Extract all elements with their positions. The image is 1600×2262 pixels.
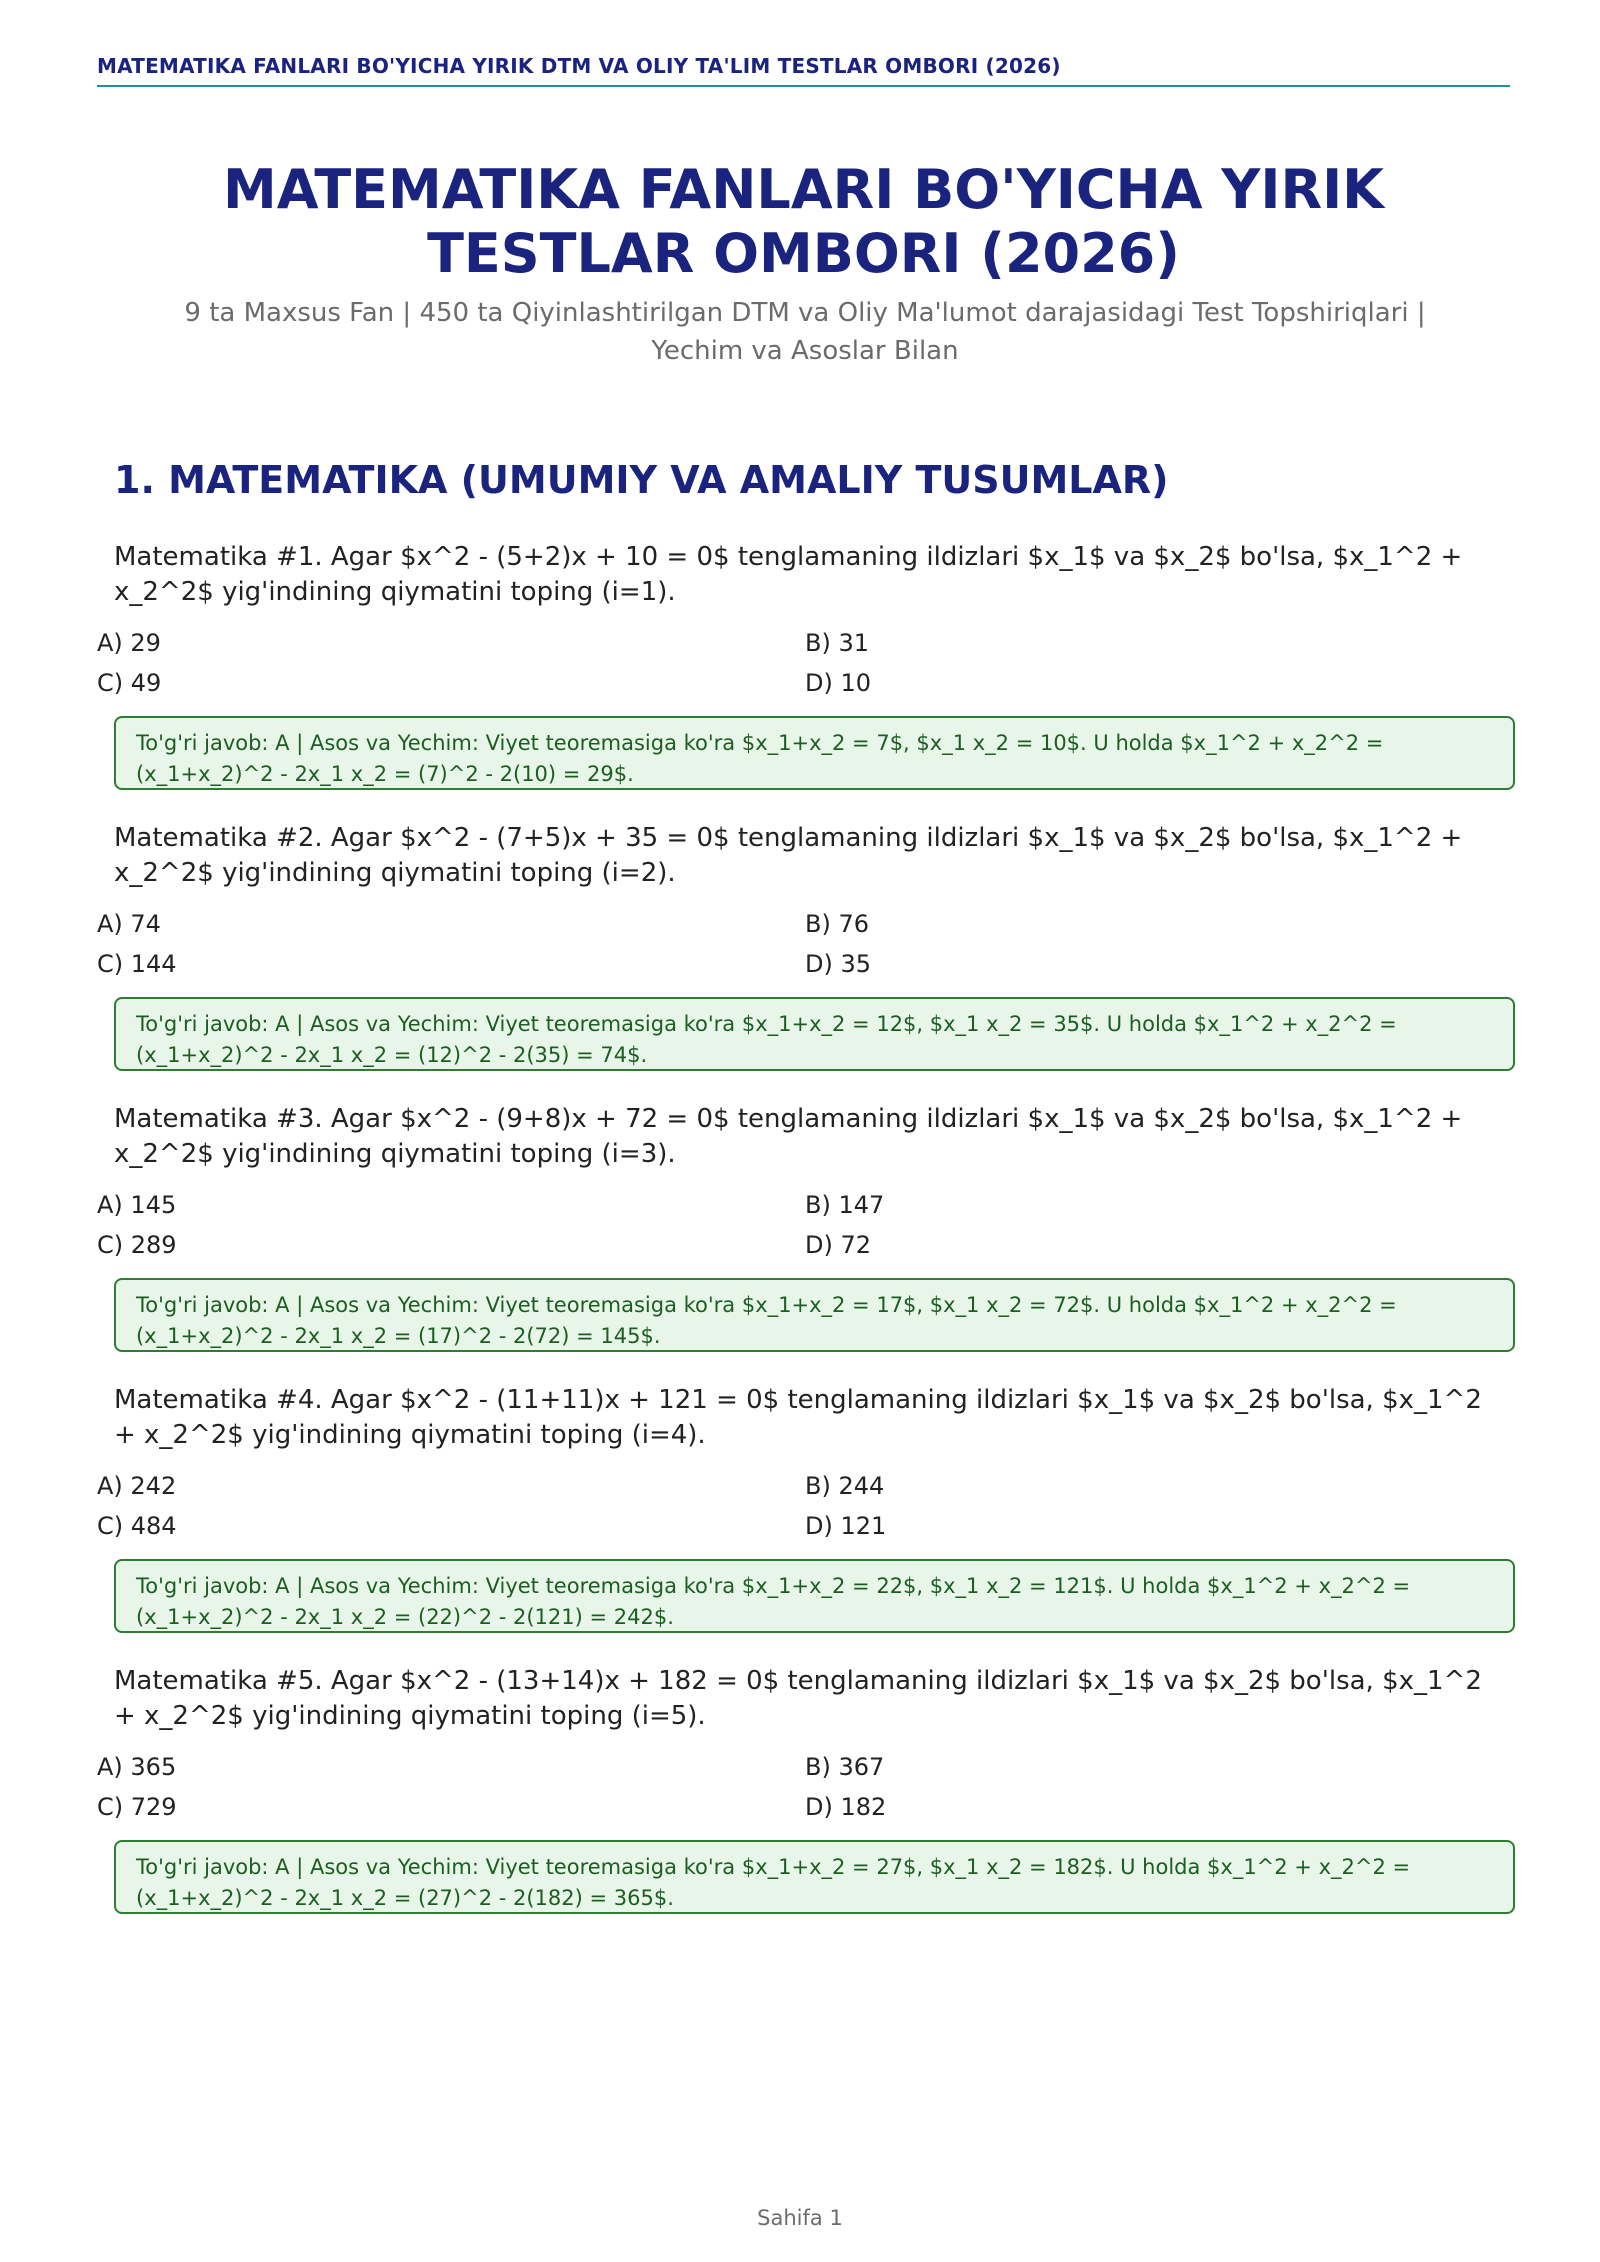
option-c: C) 729 [97, 1793, 177, 1821]
answer-explanation-box: To'g'ri javob: A | Asos va Yechim: Viyet teoremasiga ko'ra $x_1+x_2 = 7$, $x_1 x_2 = 10$. U holda $x_1^2 + x_2^2 = (x_1+x_2)^2 - 2x_1 x_2 = (7)^2 - 2(10) = 29$. [114, 716, 1515, 790]
document-title [97, 158, 1510, 286]
question-item [97, 1664, 1527, 1945]
option-d: D) 10 [805, 669, 872, 697]
question-item [97, 821, 1527, 1102]
question-list [97, 540, 1527, 1945]
option-b: B) 244 [805, 1472, 885, 1500]
option-b: B) 31 [805, 629, 869, 657]
option-d: D) 121 [805, 1512, 887, 1540]
section-heading: 1. MATEMATIKA (UMUMIY VA AMALIY TUSUMLAR) [114, 458, 1169, 502]
title-line-2: TESTLAR OMBORI (2026) [427, 222, 1180, 285]
subtitle-line-1: 9 ta Maxsus Fan | 450 ta Qiyinlashtirilgan DTM va Oliy Ma'lumot darajasidagi Test Topshiriqlari | [184, 298, 1426, 328]
option-c: C) 289 [97, 1231, 177, 1259]
option-a: A) 74 [97, 910, 161, 938]
question-item [97, 1383, 1527, 1664]
option-b: B) 76 [805, 910, 869, 938]
option-a: A) 145 [97, 1191, 177, 1219]
answer-explanation-box: To'g'ri javob: A | Asos va Yechim: Viyet teoremasiga ko'ra $x_1+x_2 = 12$, $x_1 x_2 = 35$. U holda $x_1^2 + x_2^2 = (x_1+x_2)^2 - 2x_1 x_2 = (12)^2 - 2(35) = 74$. [114, 997, 1515, 1071]
option-d: D) 35 [805, 950, 872, 978]
option-a: A) 242 [97, 1472, 177, 1500]
header-divider [97, 85, 1510, 87]
title-line-1: MATEMATIKA FANLARI BO'YICHA YIRIK [222, 158, 1385, 221]
question-item [97, 1102, 1527, 1383]
document-subtitle [130, 294, 1480, 370]
page-number-footer: Sahifa 1 [757, 2206, 843, 2230]
option-a: A) 365 [97, 1753, 177, 1781]
answer-explanation-box: To'g'ri javob: A | Asos va Yechim: Viyet teoremasiga ko'ra $x_1+x_2 = 22$, $x_1 x_2 = 121$. U holda $x_1^2 + x_2^2 = (x_1+x_2)^2 - 2x_1 x_2 = (22)^2 - 2(121) = 242$. [114, 1559, 1515, 1633]
question-text: Matematika #2. Agar $x^2 - (7+5)x + 35 = 0$ tenglamaning ildizlari $x_1$ va $x_2$ bo'lsa, $x_1^2 + x_2^2$ yig'indining qiymatini toping (i=2). [114, 823, 1463, 888]
option-b: B) 147 [805, 1191, 885, 1219]
option-c: C) 49 [97, 669, 162, 697]
option-b: B) 367 [805, 1753, 885, 1781]
running-header: MATEMATIKA FANLARI BO'YICHA YIRIK DTM VA OLIY TA'LIM TESTLAR OMBORI (2026) [97, 54, 1061, 78]
question-text: Matematika #4. Agar $x^2 - (11+11)x + 121 = 0$ tenglamaning ildizlari $x_1$ va $x_2$ bo'lsa, $x_1^2 + x_2^2$ yig'indining qiymatini toping (i=4). [114, 1385, 1482, 1450]
option-c: C) 484 [97, 1512, 177, 1540]
option-c: C) 144 [97, 950, 177, 978]
question-text: Matematika #1. Agar $x^2 - (5+2)x + 10 = 0$ tenglamaning ildizlari $x_1$ va $x_2$ bo'lsa, $x_1^2 + x_2^2$ yig'indining qiymatini toping (i=1). [114, 542, 1463, 607]
option-d: D) 182 [805, 1793, 887, 1821]
question-text: Matematika #5. Agar $x^2 - (13+14)x + 182 = 0$ tenglamaning ildizlari $x_1$ va $x_2$ bo'lsa, $x_1^2 + x_2^2$ yig'indining qiymatini toping (i=5). [114, 1666, 1482, 1731]
question-item [97, 540, 1527, 821]
option-d: D) 72 [805, 1231, 872, 1259]
answer-explanation-box: To'g'ri javob: A | Asos va Yechim: Viyet teoremasiga ko'ra $x_1+x_2 = 17$, $x_1 x_2 = 72$. U holda $x_1^2 + x_2^2 = (x_1+x_2)^2 - 2x_1 x_2 = (17)^2 - 2(72) = 145$. [114, 1278, 1515, 1352]
question-text: Matematika #3. Agar $x^2 - (9+8)x + 72 = 0$ tenglamaning ildizlari $x_1$ va $x_2$ bo'lsa, $x_1^2 + x_2^2$ yig'indining qiymatini toping (i=3). [114, 1104, 1463, 1169]
subtitle-line-2: Yechim va Asoslar Bilan [651, 336, 959, 366]
answer-explanation-box: To'g'ri javob: A | Asos va Yechim: Viyet teoremasiga ko'ra $x_1+x_2 = 27$, $x_1 x_2 = 182$. U holda $x_1^2 + x_2^2 = (x_1+x_2)^2 - 2x_1 x_2 = (27)^2 - 2(182) = 365$. [114, 1840, 1515, 1914]
option-a: A) 29 [97, 629, 161, 657]
